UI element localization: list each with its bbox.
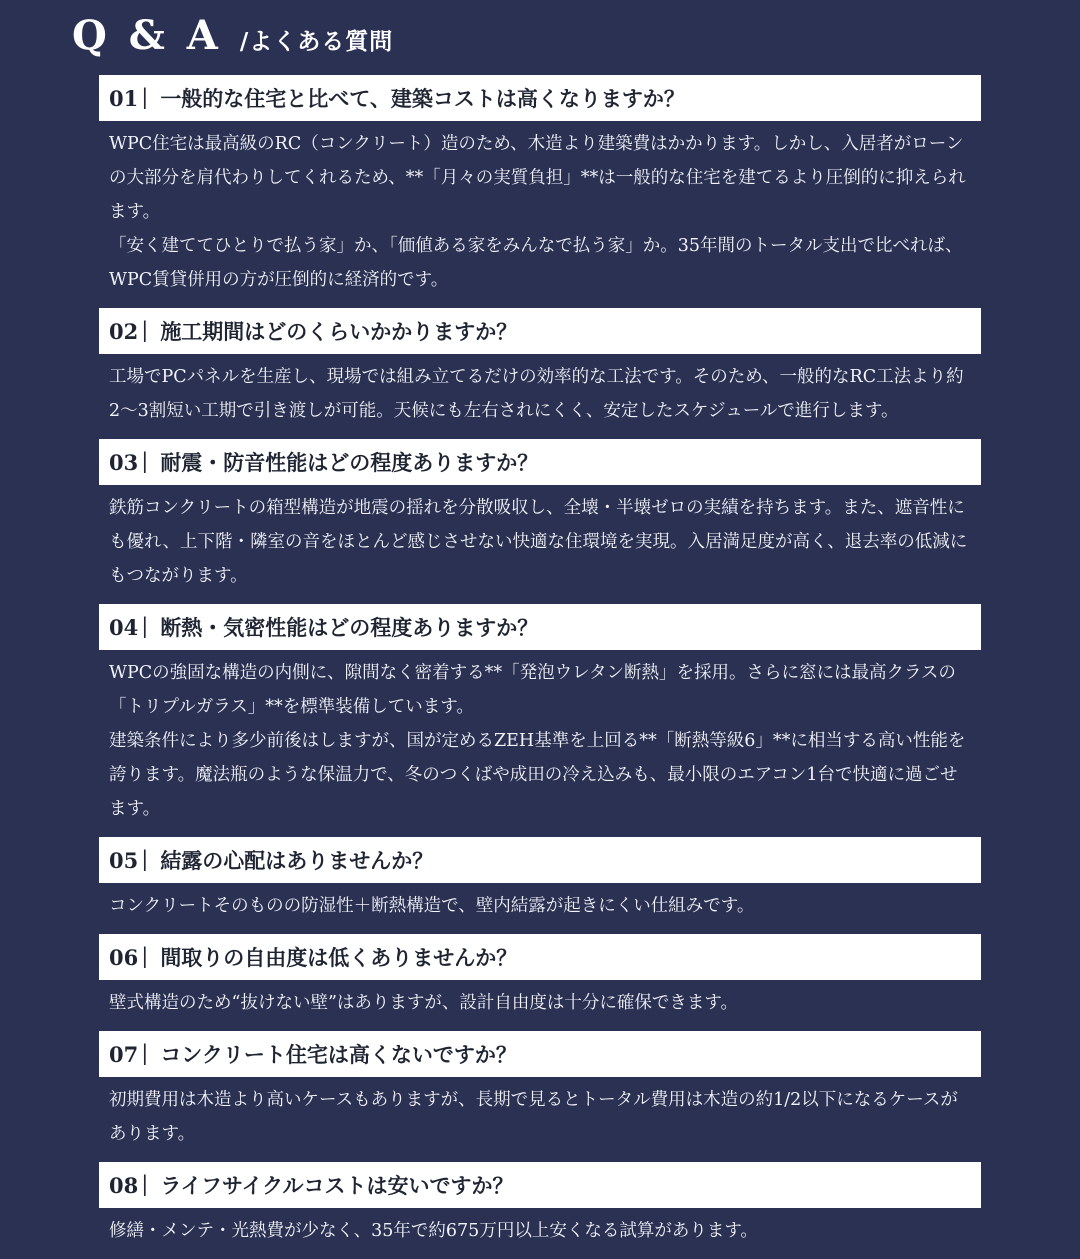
question-text: 施工期間はどのくらいかかりますか？ [160, 319, 518, 344]
answer [99, 980, 981, 1020]
question-number: 05 [109, 847, 139, 873]
page-title: Q & A [72, 12, 222, 59]
answer-paragraph: 初期費用は木造より高いケースもありますが、長期で見るとトータル費用は木造の約1/2以下になるケースがあります。 [109, 1090, 958, 1144]
question-number: 04 [109, 614, 139, 640]
answer-paragraph: 修繕・メンテ・光熱費が少なく、35年で約675万円以上安くなる試算があります。 [109, 1221, 758, 1241]
faq-item-03 [99, 439, 981, 593]
question-text: 断熱・気密性能はどの程度ありますか？ [160, 615, 539, 640]
question-bar [99, 308, 981, 354]
question-bar [99, 439, 981, 485]
answer [99, 1077, 981, 1151]
question-text: 間取りの自由度は低くありませんか？ [160, 945, 518, 970]
answer-paragraph: 「安く建ててひとりで払う家」か、「価値ある家をみんなで払う家」か。35年間のトータル支出で比べれば、WPC賃貸併用の方が圧倒的に経済的です。 [109, 236, 963, 290]
question-separator: | [141, 85, 149, 109]
page-header [72, 14, 393, 58]
faq-item-08 [99, 1162, 981, 1248]
answer [99, 1208, 981, 1248]
answer-paragraph: 工場でPCパネルを生産し、現場では組み立てるだけの効率的な工法です。そのため、一般的なRC工法より約2〜3割短い工期で引き渡しが可能。天候にも左右されにくく、安定したスケジュールで進行します。 [109, 367, 964, 421]
question-separator: | [141, 449, 149, 473]
answer-paragraph: 壁式構造のため“抜けない壁”はありますが、設計自由度は十分に確保できます。 [109, 993, 738, 1013]
question-bar [99, 1162, 981, 1208]
answer [99, 121, 981, 297]
answer [99, 883, 981, 923]
question-number: 03 [109, 449, 139, 475]
answer [99, 485, 981, 593]
question-text: 一般的な住宅と比べて、建築コストは高くなりますか？ [160, 86, 685, 111]
question-bar [99, 934, 981, 980]
question-bar [99, 604, 981, 650]
question-separator: | [141, 847, 149, 871]
faq-item-05 [99, 837, 981, 923]
question-separator: | [141, 1172, 149, 1196]
faq-item-01 [99, 75, 981, 297]
faq-item-06 [99, 934, 981, 1020]
question-text: ライフサイクルコストは安いですか？ [160, 1173, 514, 1198]
question-number: 01 [109, 85, 139, 111]
answer-paragraph: WPCの強固な構造の内側に、隙間なく密着する**「発泡ウレタン断熱」を採用。さらに窓には最高クラスの「トリプルガラス」**を標準装備しています。 [109, 663, 956, 717]
question-bar [99, 75, 981, 121]
question-bar [99, 837, 981, 883]
answer-paragraph: WPC住宅は最高級のRC（コンクリート）造のため、木造より建築費はかかります。しかし、入居者がローンの大部分を肩代わりしてくれるため、**「月々の実質負担」**は一般的な住宅を建てるより圧倒的に抑えられます。 [109, 134, 966, 222]
question-separator: | [141, 1041, 149, 1065]
answer-paragraph: 鉄筋コンクリートの箱型構造が地震の揺れを分散吸収し、全壊・半壊ゼロの実績を持ちます。また、遮音性にも優れ、上下階・隣室の音をほとんど感じさせない快適な住環境を実現。入居満足度が高く、退去率の低減にもつながります。 [109, 498, 968, 586]
answer [99, 354, 981, 428]
page-subtitle: /よくある質問 [239, 28, 394, 55]
question-separator: | [141, 614, 149, 638]
answer-paragraph: 建築条件により多少前後はしますが、国が定めるZEH基準を上回る**「断熱等級6」**に相当する高い性能を誇ります。魔法瓶のような保温力で、冬のつくばや成田の冷え込みも、最小限のエアコン1台で快適に過ごせます。 [109, 731, 966, 819]
question-number: 06 [109, 944, 139, 970]
faq-item-04 [99, 604, 981, 826]
faq-list [99, 75, 981, 1259]
question-separator: | [141, 944, 149, 968]
question-text: 結露の心配はありませんか？ [160, 848, 434, 873]
question-number: 02 [109, 318, 139, 344]
faq-item-07 [99, 1031, 981, 1151]
answer [99, 650, 981, 826]
faq-item-02 [99, 308, 981, 428]
question-separator: | [141, 318, 149, 342]
answer-paragraph: コンクリートそのものの防湿性＋断熱構造で、壁内結露が起きにくい仕組みです。 [109, 896, 755, 916]
question-number: 08 [109, 1172, 139, 1198]
question-number: 07 [109, 1041, 139, 1067]
question-text: コンクリート住宅は高くないですか？ [160, 1042, 517, 1067]
question-bar [99, 1031, 981, 1077]
question-text: 耐震・防音性能はどの程度ありますか？ [160, 450, 539, 475]
